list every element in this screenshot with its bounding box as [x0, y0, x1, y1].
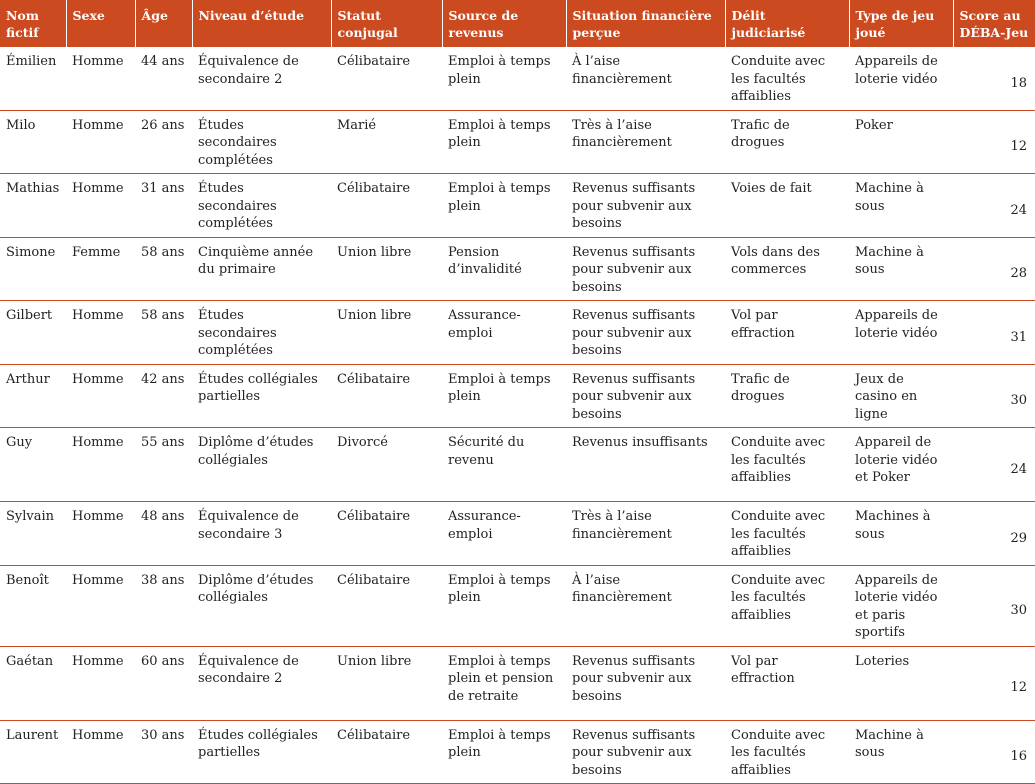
cell-source-revenus: Emploi à temps plein	[442, 47, 566, 110]
cell-nom: Émilien	[0, 47, 66, 110]
cell-score: 12	[953, 110, 1035, 174]
cell-source-revenus: Emploi à temps plein	[442, 364, 566, 428]
cell-situation-financiere: Revenus suffisants pour subvenir aux besoins	[566, 364, 725, 428]
header-source-revenus: Source de revenus	[442, 0, 566, 47]
cell-sexe: Homme	[66, 428, 135, 502]
cell-delit: Trafic de drogues	[725, 364, 849, 428]
cell-sexe: Femme	[66, 237, 135, 301]
header-type-jeu: Type de jeu joué	[849, 0, 953, 47]
cell-situation-financiere: Revenus suffisants pour subvenir aux besoins	[566, 720, 725, 784]
cell-niveau-etude: Études secondaires complétées	[192, 174, 331, 238]
cell-situation-financiere: Revenus suffisants pour subvenir aux besoins	[566, 174, 725, 238]
header-situation-financiere: Situation financière perçue	[566, 0, 725, 47]
cell-type-jeu: Jeux de casino en ligne	[849, 364, 953, 428]
cell-statut-conjugal: Célibataire	[331, 565, 442, 646]
header-sexe: Sexe	[66, 0, 135, 47]
cell-sexe: Homme	[66, 174, 135, 238]
cell-type-jeu: Machine à sous	[849, 720, 953, 784]
cell-age: 42 ans	[135, 364, 192, 428]
cell-statut-conjugal: Célibataire	[331, 174, 442, 238]
table-row	[0, 47, 1035, 110]
cell-sexe: Homme	[66, 565, 135, 646]
table-row	[0, 428, 1035, 502]
cell-type-jeu: Appareil de loterie vidéo et Poker	[849, 428, 953, 502]
cell-sexe: Homme	[66, 110, 135, 174]
cell-situation-financiere: Très à l’aise financièrement	[566, 502, 725, 566]
cell-delit: Conduite avec les facultés affaiblies	[725, 47, 849, 110]
table-row	[0, 237, 1035, 301]
cell-delit: Voies de fait	[725, 174, 849, 238]
header-statut-conjugal: Statut conjugal	[331, 0, 442, 47]
table-row	[0, 646, 1035, 720]
table-row	[0, 364, 1035, 428]
cell-type-jeu: Machine à sous	[849, 174, 953, 238]
cell-score: 31	[953, 301, 1035, 365]
header-score: Score au DÉBA-Jeu	[953, 0, 1035, 47]
table-row	[0, 301, 1035, 365]
cell-niveau-etude: Études secondaires complétées	[192, 110, 331, 174]
cell-source-revenus: Assurance-emploi	[442, 301, 566, 365]
cell-type-jeu: Appareils de loterie vidéo	[849, 301, 953, 365]
header-nom: Nom fictif	[0, 0, 66, 47]
cell-statut-conjugal: Marié	[331, 110, 442, 174]
cell-situation-financiere: Revenus insuffisants	[566, 428, 725, 502]
cell-score: 16	[953, 720, 1035, 784]
cell-niveau-etude: Équivalence de secondaire 3	[192, 502, 331, 566]
cell-statut-conjugal: Célibataire	[331, 364, 442, 428]
cell-source-revenus: Emploi à temps plein	[442, 565, 566, 646]
cell-situation-financiere: Revenus suffisants pour subvenir aux besoins	[566, 646, 725, 720]
cell-nom: Simone	[0, 237, 66, 301]
cell-nom: Sylvain	[0, 502, 66, 566]
cell-age: 30 ans	[135, 720, 192, 784]
header-delit: Délit judiciarisé	[725, 0, 849, 47]
cell-age: 44 ans	[135, 47, 192, 110]
cell-sexe: Homme	[66, 364, 135, 428]
cell-type-jeu: Loteries	[849, 646, 953, 720]
cell-age: 58 ans	[135, 237, 192, 301]
cell-situation-financiere: Revenus suffisants pour subvenir aux besoins	[566, 301, 725, 365]
cell-delit: Trafic de drogues	[725, 110, 849, 174]
table-row	[0, 720, 1035, 784]
table-row	[0, 110, 1035, 174]
cell-score: 24	[953, 174, 1035, 238]
cell-source-revenus: Emploi à temps plein et pension de retraite	[442, 646, 566, 720]
cell-nom: Arthur	[0, 364, 66, 428]
cell-nom: Guy	[0, 428, 66, 502]
cell-score: 28	[953, 237, 1035, 301]
cell-situation-financiere: À l’aise financièrement	[566, 47, 725, 110]
header-row	[0, 0, 1035, 47]
cell-niveau-etude: Diplôme d’études collégiales	[192, 428, 331, 502]
cell-age: 38 ans	[135, 565, 192, 646]
cell-source-revenus: Emploi à temps plein	[442, 720, 566, 784]
cell-type-jeu: Appareils de loterie vidéo	[849, 47, 953, 110]
cell-source-revenus: Pension d’invalidité	[442, 237, 566, 301]
cell-age: 55 ans	[135, 428, 192, 502]
table-row	[0, 174, 1035, 238]
cell-statut-conjugal: Divorcé	[331, 428, 442, 502]
cell-statut-conjugal: Célibataire	[331, 720, 442, 784]
cell-statut-conjugal: Union libre	[331, 301, 442, 365]
table-row	[0, 565, 1035, 646]
cell-sexe: Homme	[66, 47, 135, 110]
cell-score: 29	[953, 502, 1035, 566]
cell-score: 30	[953, 565, 1035, 646]
cell-age: 48 ans	[135, 502, 192, 566]
cell-niveau-etude: Études collégiales partielles	[192, 364, 331, 428]
cell-nom: Benoît	[0, 565, 66, 646]
cell-situation-financiere: Très à l’aise financièrement	[566, 110, 725, 174]
cell-delit: Conduite avec les facultés affaiblies	[725, 428, 849, 502]
cell-statut-conjugal: Célibataire	[331, 502, 442, 566]
cell-statut-conjugal: Union libre	[331, 237, 442, 301]
cell-score: 24	[953, 428, 1035, 502]
cell-sexe: Homme	[66, 720, 135, 784]
cell-source-revenus: Sécurité du revenu	[442, 428, 566, 502]
cell-delit: Conduite avec les facultés affaiblies	[725, 565, 849, 646]
cell-delit: Vol par effraction	[725, 301, 849, 365]
cell-niveau-etude: Cinquième année du primaire	[192, 237, 331, 301]
cell-niveau-etude: Études collégiales partielles	[192, 720, 331, 784]
cell-delit: Conduite avec les facultés affaiblies	[725, 502, 849, 566]
cell-type-jeu: Machines à sous	[849, 502, 953, 566]
cell-statut-conjugal: Union libre	[331, 646, 442, 720]
cell-sexe: Homme	[66, 301, 135, 365]
cell-niveau-etude: Diplôme d’études collégiales	[192, 565, 331, 646]
table-row	[0, 502, 1035, 566]
cell-nom: Milo	[0, 110, 66, 174]
cell-delit: Vol par effraction	[725, 646, 849, 720]
cell-delit: Vols dans des commerces	[725, 237, 849, 301]
cell-age: 58 ans	[135, 301, 192, 365]
cell-type-jeu: Machine à sous	[849, 237, 953, 301]
cell-situation-financiere: À l’aise financièrement	[566, 565, 725, 646]
header-niveau-etude: Niveau d’étude	[192, 0, 331, 47]
cell-source-revenus: Emploi à temps plein	[442, 110, 566, 174]
cell-score: 18	[953, 47, 1035, 110]
cell-situation-financiere: Revenus suffisants pour subvenir aux besoins	[566, 237, 725, 301]
cell-nom: Gilbert	[0, 301, 66, 365]
cell-source-revenus: Emploi à temps plein	[442, 174, 566, 238]
cell-score: 30	[953, 364, 1035, 428]
cell-age: 26 ans	[135, 110, 192, 174]
cell-age: 31 ans	[135, 174, 192, 238]
header-age: Âge	[135, 0, 192, 47]
cell-source-revenus: Assurance-emploi	[442, 502, 566, 566]
cell-niveau-etude: Équivalence de secondaire 2	[192, 47, 331, 110]
cell-delit: Conduite avec les facultés affaiblies	[725, 720, 849, 784]
cell-sexe: Homme	[66, 502, 135, 566]
cell-type-jeu: Appareils de loterie vidéo et paris sportifs	[849, 565, 953, 646]
cell-nom: Mathias	[0, 174, 66, 238]
cell-niveau-etude: Équivalence de secondaire 2	[192, 646, 331, 720]
cell-nom: Gaétan	[0, 646, 66, 720]
cell-statut-conjugal: Célibataire	[331, 47, 442, 110]
cell-type-jeu: Poker	[849, 110, 953, 174]
cell-age: 60 ans	[135, 646, 192, 720]
cell-niveau-etude: Études secondaires complétées	[192, 301, 331, 365]
cell-sexe: Homme	[66, 646, 135, 720]
cell-score: 12	[953, 646, 1035, 720]
cell-nom: Laurent	[0, 720, 66, 784]
